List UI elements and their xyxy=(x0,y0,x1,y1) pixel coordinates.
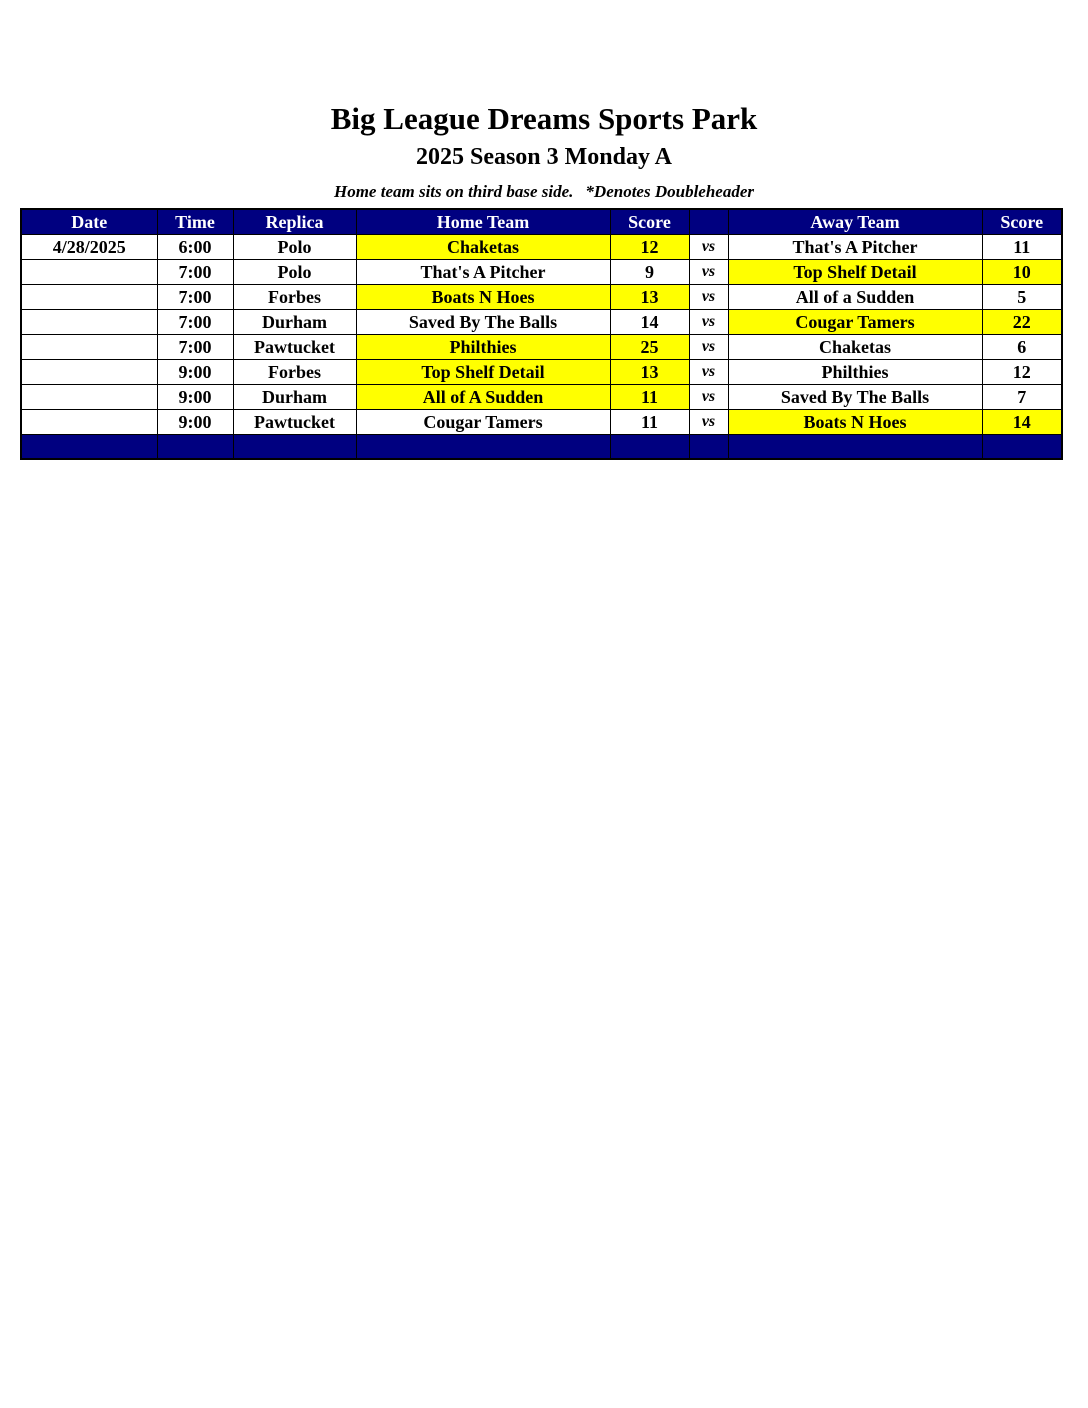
home-team-cell: Top Shelf Detail xyxy=(356,360,610,385)
footer-cell xyxy=(982,435,1062,460)
page-subtitle: 2025 Season 3 Monday A xyxy=(415,144,673,170)
note-doubleheader: *Denotes Doubleheader xyxy=(585,182,754,201)
home-score-cell: 14 xyxy=(610,310,689,335)
away-team-cell: That's A Pitcher xyxy=(728,235,982,260)
home-team-cell: Boats N Hoes xyxy=(356,285,610,310)
away-score-cell: 22 xyxy=(982,310,1062,335)
note-home-side: Home team sits on third base side. xyxy=(333,182,574,201)
away-team-cell: All of a Sudden xyxy=(728,285,982,310)
table-row xyxy=(21,335,1062,360)
replica-cell: Pawtucket xyxy=(233,335,356,360)
table-row xyxy=(21,260,1062,285)
date-cell xyxy=(21,285,157,310)
replica-cell: Pawtucket xyxy=(233,410,356,435)
replica-cell: Durham xyxy=(233,385,356,410)
time-cell: 7:00 xyxy=(157,260,233,285)
home-team-cell: All of A Sudden xyxy=(356,385,610,410)
table-row xyxy=(21,410,1062,435)
footer-cell xyxy=(689,435,728,460)
home-team-cell: That's A Pitcher xyxy=(356,260,610,285)
vs-cell: vs xyxy=(689,260,728,285)
schedule-note xyxy=(0,180,1088,204)
home-team-cell: Philthies xyxy=(356,335,610,360)
home-team-cell: Cougar Tamers xyxy=(356,410,610,435)
schedule-body xyxy=(21,235,1062,460)
home-team-cell: Chaketas xyxy=(356,235,610,260)
away-score-cell: 7 xyxy=(982,385,1062,410)
time-cell: 7:00 xyxy=(157,310,233,335)
home-score-cell: 11 xyxy=(610,385,689,410)
date-cell: 4/28/2025 xyxy=(21,235,157,260)
column-header-time: Time xyxy=(157,209,233,235)
column-header-home-team: Home Team xyxy=(356,209,610,235)
footer-cell xyxy=(21,435,157,460)
home-score-cell: 9 xyxy=(610,260,689,285)
column-header-replica: Replica xyxy=(233,209,356,235)
home-score-cell: 11 xyxy=(610,410,689,435)
date-cell xyxy=(21,360,157,385)
away-score-cell: 12 xyxy=(982,360,1062,385)
time-cell: 9:00 xyxy=(157,360,233,385)
table-row xyxy=(21,310,1062,335)
table-row xyxy=(21,285,1062,310)
away-team-cell: Cougar Tamers xyxy=(728,310,982,335)
footer-cell xyxy=(356,435,610,460)
vs-cell: vs xyxy=(689,360,728,385)
vs-cell: vs xyxy=(689,335,728,360)
away-score-cell: 5 xyxy=(982,285,1062,310)
table-footer-row xyxy=(21,435,1062,460)
column-header-away-team: Away Team xyxy=(728,209,982,235)
time-cell: 9:00 xyxy=(157,410,233,435)
away-team-cell: Chaketas xyxy=(728,335,982,360)
vs-cell: vs xyxy=(689,410,728,435)
away-team-cell: Philthies xyxy=(728,360,982,385)
away-score-cell: 11 xyxy=(982,235,1062,260)
table-row xyxy=(21,385,1062,410)
column-header-date: Date xyxy=(21,209,157,235)
replica-cell: Polo xyxy=(233,235,356,260)
home-team-cell: Saved By The Balls xyxy=(356,310,610,335)
replica-cell: Forbes xyxy=(233,285,356,310)
schedule-table xyxy=(20,208,1063,460)
away-team-cell: Saved By The Balls xyxy=(728,385,982,410)
home-score-cell: 25 xyxy=(610,335,689,360)
replica-cell: Durham xyxy=(233,310,356,335)
replica-cell: Polo xyxy=(233,260,356,285)
away-score-cell: 10 xyxy=(982,260,1062,285)
time-cell: 6:00 xyxy=(157,235,233,260)
page-title: Big League Dreams Sports Park xyxy=(330,101,758,136)
home-score-cell: 12 xyxy=(610,235,689,260)
date-cell xyxy=(21,335,157,360)
vs-cell: vs xyxy=(689,235,728,260)
away-score-cell: 6 xyxy=(982,335,1062,360)
date-cell xyxy=(21,260,157,285)
replica-cell: Forbes xyxy=(233,360,356,385)
time-cell: 7:00 xyxy=(157,285,233,310)
home-score-cell: 13 xyxy=(610,360,689,385)
date-cell xyxy=(21,310,157,335)
column-header-home-score: Score xyxy=(610,209,689,235)
home-score-cell: 13 xyxy=(610,285,689,310)
away-team-cell: Top Shelf Detail xyxy=(728,260,982,285)
table-row xyxy=(21,235,1062,260)
vs-cell: vs xyxy=(689,385,728,410)
column-header-vs xyxy=(689,209,728,235)
time-cell: 9:00 xyxy=(157,385,233,410)
table-row xyxy=(21,360,1062,385)
away-team-cell: Boats N Hoes xyxy=(728,410,982,435)
footer-cell xyxy=(728,435,982,460)
date-cell xyxy=(21,410,157,435)
vs-cell: vs xyxy=(689,310,728,335)
footer-cell xyxy=(233,435,356,460)
footer-cell xyxy=(610,435,689,460)
away-score-cell: 14 xyxy=(982,410,1062,435)
vs-cell: vs xyxy=(689,285,728,310)
time-cell: 7:00 xyxy=(157,335,233,360)
footer-cell xyxy=(157,435,233,460)
date-cell xyxy=(21,385,157,410)
column-header-away-score: Score xyxy=(982,209,1062,235)
table-header-row xyxy=(21,209,1062,235)
